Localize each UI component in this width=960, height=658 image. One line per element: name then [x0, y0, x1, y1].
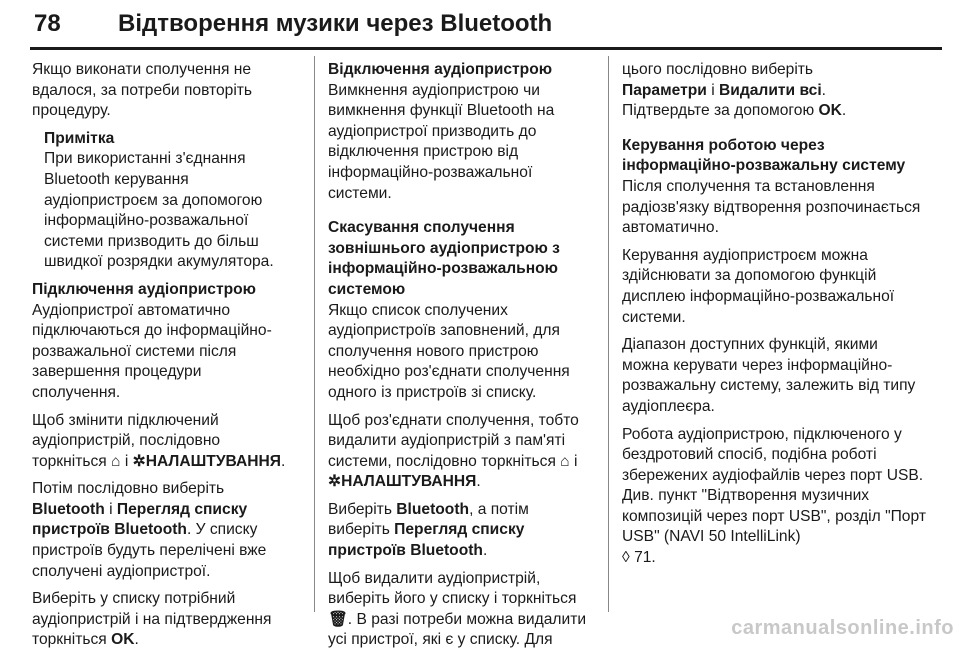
settings-label — [328, 473, 476, 490]
column-3 — [622, 60, 926, 576]
home-icon: ⌂ — [111, 452, 121, 470]
text: . — [821, 81, 827, 99]
text: і — [574, 452, 578, 470]
column-2 — [328, 60, 592, 658]
text: . — [281, 452, 286, 470]
section-heading-disconnect: Відключення аудіопристрою — [328, 61, 553, 78]
trash-icon: 🗑 — [328, 610, 348, 628]
text: Робота аудіопристрою, підключеного у бездротовий спосіб, подібна роботі збережених аудіофайлів через порт USB. Див. пункт "Відтворення музичних композицій через порт USB", розділ "Порт USB" (NAVI 50 IntelliLink) — [622, 425, 926, 546]
section-heading-connect: Підключення аудіопристрою — [32, 280, 256, 298]
column-divider — [314, 56, 315, 612]
gear-icon: ✲ — [328, 473, 342, 491]
parameters-label: Параметри — [622, 81, 707, 99]
paragraph — [328, 569, 592, 651]
page-header — [30, 4, 940, 44]
text: . — [482, 542, 488, 560]
text: . — [476, 473, 481, 491]
text: , а потім виберіть — [328, 500, 529, 539]
text: Підтвердьте за допомогою — [622, 102, 815, 120]
view-device-list-label: Перегляд списку пристроїв Bluetooth — [32, 500, 248, 539]
text: . — [134, 631, 139, 649]
text: і — [109, 500, 113, 518]
paragraph: Якщо список сполучених аудіопристроїв заповнений, для сполучення нового пристрою необхідно роз'єднати сполучення одного із пристроїв зі списку. — [328, 301, 570, 401]
text: . В разі потреби можна видалити усі пристрої, які є у списку. Для — [328, 610, 587, 649]
text: цього послідовно виберіть — [622, 61, 814, 78]
section-heading-cancel-pairing: Скасування сполучення зовнішнього аудіопристрою з інформаційно-розважальною системою — [328, 219, 560, 298]
text: Потім послідовно виберіть — [32, 480, 225, 498]
paragraph — [328, 411, 592, 493]
paragraph — [622, 425, 926, 569]
text: Щоб видалити аудіопристрій, виберіть його у списку і торкніться — [328, 569, 577, 608]
settings-label — [133, 453, 281, 470]
paragraph — [32, 479, 294, 582]
paragraph — [32, 411, 294, 473]
watermark: carmanualsonline.info — [731, 617, 954, 639]
delete-all-label: Видалити всі — [719, 81, 822, 99]
page-title: Відтворення музики через Bluetooth — [118, 10, 553, 37]
text: . — [841, 102, 847, 120]
column-1 — [32, 60, 294, 658]
settings-text: НАЛАШТУВАННЯ — [341, 473, 477, 491]
paragraph — [622, 60, 926, 122]
text: і — [124, 452, 129, 470]
note-title: Примітка — [44, 129, 115, 147]
paragraph — [328, 500, 592, 562]
paragraph: Керування аудіопристроєм можна здійснювати за допомогою функцій дисплею інформаційно-розважальної системи. — [622, 246, 895, 326]
bluetooth-label: Bluetooth — [32, 500, 105, 518]
home-icon: ⌂ — [560, 452, 570, 470]
text: Щоб роз'єднати сполучення, тобто видалити аудіопристрій з пам'яті системи, послідовно торкніться — [328, 411, 579, 470]
page-reference: 71. — [634, 549, 656, 567]
text: . У списку пристроїв будуть перелічені вже сполучені аудіопристрої. — [32, 521, 267, 580]
ok-label: OK — [111, 631, 135, 649]
text: Виберіть — [328, 500, 392, 518]
paragraph: Після сполучення та встановлення радіозв'язку відтворення розпочинається автоматично. — [622, 177, 921, 237]
paragraph: Діапазон доступних функцій, якими можна керувати через інформаційно-розважальну систему, залежить від типу аудіоплеєра. — [622, 336, 916, 415]
bluetooth-label: Bluetooth — [396, 500, 470, 518]
page-number: 78 — [34, 10, 61, 37]
paragraph: Якщо виконати сполучення не вдалося, за потреби повторіть процедуру. — [32, 61, 253, 120]
section-heading-control: Керування роботою через інформаційно-розважальну систему — [622, 136, 906, 175]
text: і — [711, 81, 715, 99]
settings-text: НАЛАШТУВАННЯ — [145, 452, 282, 470]
column-divider — [608, 56, 609, 612]
text: Виберіть у списку потрібний аудіопристрій і на підтвердження торкніться — [32, 590, 272, 649]
view-device-list-label: Перегляд списку пристроїв Bluetooth — [328, 521, 525, 560]
ok-label: OK — [818, 102, 842, 120]
gear-icon: ✲ — [132, 452, 146, 470]
page-reference-icon: ◊ — [622, 549, 630, 567]
note-box — [44, 129, 294, 273]
paragraph: Аудіопристрої автоматично підключаються до інформаційно-розважальної системи після завершення процедури сполучення. — [32, 301, 272, 401]
note-text: При використанні з'єднання Bluetooth керування аудіопристроєм за допомогою інформаційно-розважальної системи призводить до більш швидкої розрядки акумулятора. — [44, 150, 274, 271]
paragraph: Вимкнення аудіопристрою чи вимкнення функції Bluetooth на аудіопристрої призводить до відключення пристрою від інформаційно-розважальної системи. — [328, 81, 555, 202]
header-rule — [30, 47, 942, 50]
text: Щоб змінити підключений аудіопристрій, послідовно торкніться — [32, 411, 221, 470]
